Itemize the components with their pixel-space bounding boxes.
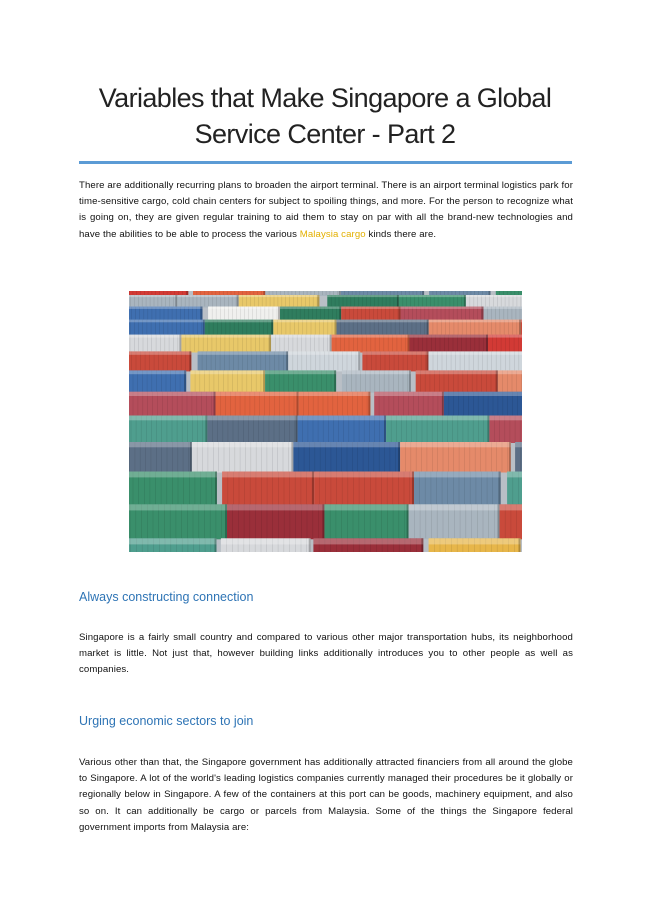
intro-text: There are additionally recurring plans to broaden the airport terminal. There is an airport terminal logistics park for time-sensitive cargo, cold chain centers for subject to spoiling things, and more. For the person to recognize what is going on, they are given regular training to aid them to stay on par with all the brand-new technologies and have the abilities to be able to process the various [79,180,573,240]
section-paragraph-connection: Singapore is a fairly small country and compared to various other major transportation hubs, its neighborhood market is little. Not just that, however building links additionally introduces you to other people as well as companies. [79,632,573,676]
intro-text-end: kinds there are. [365,228,437,240]
section-heading-connection: Always constructing connection [79,590,254,604]
section-paragraph-economic-sectors: Various other than that, the Singapore government has additionally attracted financiers from all around the globe to Singapore. A lot of the world's leading logistics companies currently managed their procedures be it globally or regionally below in Singapore. A few of the containers at this port can be goods, machinery equipment, and also so on. It can additionally be cargo or parcels from Malaysia. Some of the things the Singapore federal government imports from Malaysia are: [79,757,573,833]
section-heading-economic-sectors: Urging economic sectors to join [79,714,254,728]
title-underline [79,161,572,164]
intro-paragraph [79,178,573,243]
malaysia-cargo-link[interactable]: Malaysia cargo [299,228,366,240]
shipping-containers-photo [129,291,522,552]
page-title: Variables that Make Singapore a Global Service Center - Part 2 [98,83,552,149]
